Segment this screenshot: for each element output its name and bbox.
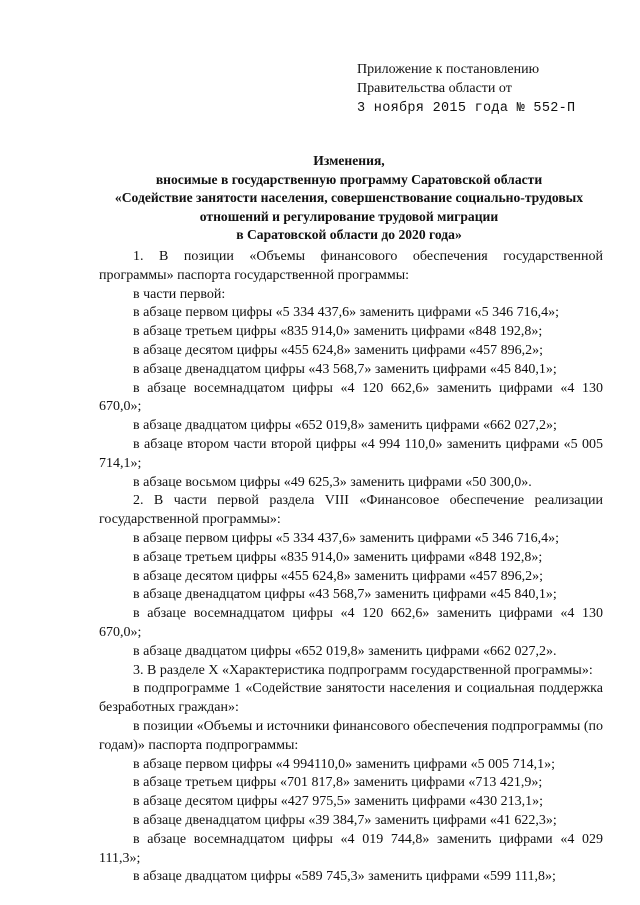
appendix-line-1: Приложение к постановлению (357, 62, 540, 77)
paragraph: в абзаце восемнадцатом цифры «4 120 662,6» заменить цифрами «4 130 670,0»; (99, 606, 603, 640)
title-line-1: Изменения, (313, 153, 385, 168)
paragraph: в абзаце десятом цифры «427 975,5» заменить цифрами «430 213,1»; (133, 794, 544, 810)
paragraph: в абзаце двенадцатом цифры «39 384,7» заменить цифрами «41 622,3»; (133, 812, 557, 828)
document-title (95, 152, 603, 245)
paragraph: в абзаце двадцатом цифры «652 019,8» заменить цифрами «662 027,2»; (133, 418, 557, 434)
paragraph: в абзаце третьем цифры «835 914,0» заменить цифрами «848 192,8»; (133, 324, 543, 340)
paragraph: в позиции «Объемы и источники финансового обеспечения подпрограммы (по годам)» паспорта подпрограммы: (99, 718, 603, 753)
paragraph: в абзаце двадцатом цифры «589 745,3» заменить цифрами «599 111,8»; (133, 869, 556, 885)
paragraph: в абзаце восьмом цифры «49 625,3» заменить цифрами «50 300,0». (133, 474, 532, 490)
appendix-block (357, 60, 575, 118)
paragraph: в абзаце двенадцатом цифры «43 568,7» заменить цифрами «45 840,1»; (133, 587, 557, 603)
paragraph: 1. В позиции «Объемы финансового обеспечения государственной программы» паспорта государственной программы: (99, 249, 603, 283)
decree-stamp: 3 ноября 2015 года № 552-П (357, 101, 576, 116)
title-line-2: вносимые в государственную программу Саратовской области (155, 171, 543, 187)
paragraph: в части первой: (133, 286, 226, 302)
paragraph: в абзаце восемнадцатом цифры «4 019 744,8» заменить цифрами «4 029 111,3»; (99, 831, 603, 866)
paragraph: 3. В разделе X «Характеристика подпрограмм государственной программы»: (133, 662, 593, 678)
appendix-line-2: Правительства области от (357, 81, 512, 96)
paragraph: 2. В части первой раздела VIII «Финансовое обеспечение реализации государственной программы»: (99, 493, 603, 528)
paragraph: в абзаце восемнадцатом цифры «4 120 662,6» заменить цифрами «4 130 670,0»; (99, 380, 603, 415)
paragraph: в абзаце первом цифры «5 334 437,6» заменить цифрами «5 346 716,4»; (133, 305, 559, 321)
title-line-3: «Содействие занятости населения, совершенствование социально-трудовых (114, 190, 584, 206)
paragraph: в абзаце десятом цифры «455 624,8» заменить цифрами «457 896,2»; (133, 342, 544, 358)
paragraph: в абзаце первом цифры «4 994110,0» заменить цифрами «5 005 714,1»; (133, 756, 555, 772)
paragraph: в абзаце первом цифры «5 334 437,6» заменить цифрами «5 346 716,4»; (133, 530, 559, 546)
paragraph: в абзаце третьем цифры «701 817,8» заменить цифрами «713 421,9»; (133, 775, 543, 791)
paragraph: в абзаце втором части второй цифры «4 994 110,0» заменить цифрами «5 005 714,1»; (99, 436, 603, 471)
paragraph: в абзаце двенадцатом цифры «43 568,7» заменить цифрами «45 840,1»; (133, 361, 557, 377)
paragraph: в абзаце двадцатом цифры «652 019,8» заменить цифрами «662 027,2». (133, 643, 557, 659)
paragraph: в абзаце десятом цифры «455 624,8» заменить цифрами «457 896,2»; (133, 568, 544, 584)
paragraph: в подпрограмме 1 «Содействие занятости населения и социальная поддержка безработных граждан»: (99, 681, 603, 716)
title-line-5: в Саратовской области до 2020 года» (236, 227, 462, 243)
paragraph: в абзаце третьем цифры «835 914,0» заменить цифрами «848 192,8»; (133, 549, 543, 565)
document-body (99, 248, 603, 887)
title-line-4: отношений и регулирование трудовой миграции (199, 208, 499, 224)
